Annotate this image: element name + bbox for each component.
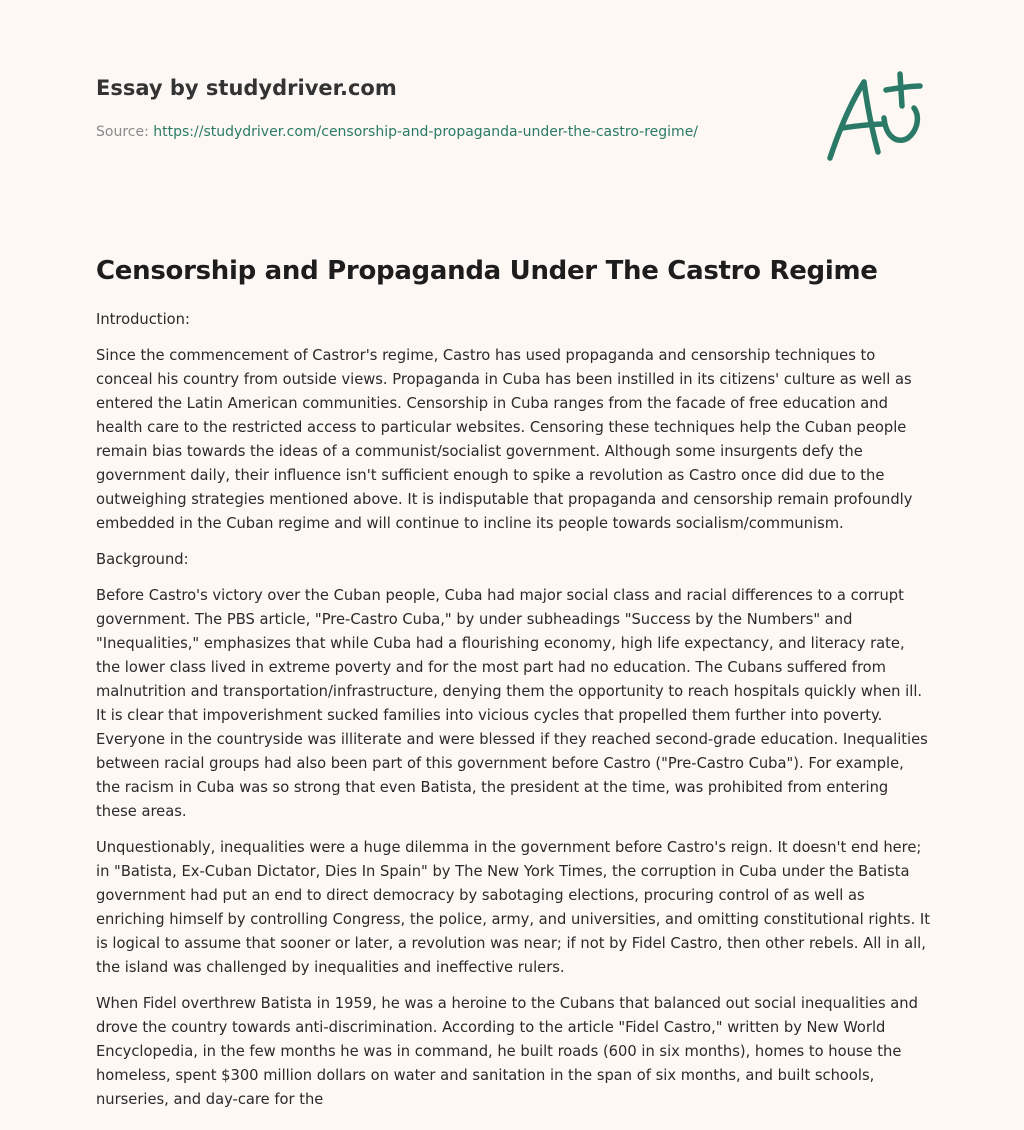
logo-a-crossbar <box>842 124 884 128</box>
essay-paragraph: Since the commencement of Castror's regime, Castro has used propaganda and censorship techniques to conceal his country from outside views. Propaganda in Cuba has been instilled in its citizens' culture as well as entered the Latin American communities. Censorship in Cuba ranges from the facade of free education and health care to the restricted access to particular websites. Censoring these techniques help the Cuban people remain bias towards the ideas of a communist/socialist government. Although some insurgents defy the government daily, their influence isn't sufficient enough to spike a revolution as Castro once did due to the outweighing strategies mentioned above. It is indisputable that propaganda and censorship remain profoundly embedded in the Cuban regime and will continue to incline its people towards socialism/communism. <box>96 347 913 532</box>
logo-a-right-stroke <box>864 82 878 152</box>
essay-paragraph: When Fidel overthrew Batista in 1959, he was a heroine to the Cubans that balanced out social inequalities and drove the country towards anti-discrimination. According to the article "Fidel Castro," written by New World Encyclopedia, in the few months he was in command, he built roads (600 in six months), homes to house the homeless, spent $300 million dollars on water and sanitation in the span of six months, and built schools, nurseries, and day-care for the <box>96 995 918 1108</box>
source-line <box>96 124 796 140</box>
essay-paragraph: Unquestionably, inequalities were a huge dilemma in the government before Castro's reign. It doesn't end here; in "Batista, Ex-Cuban Dictator, Dies In Spain" by The New York Times, the corruption in Cuba under the Batista government had put an end to direct democracy by sabotaging elections, procuring control of as well as enriching himself by controlling Congress, the police, army, and universities, and omitting constitutional rights. It is logical to assume that sooner or later, a revolution was near; if not by Fidel Castro, then other rebels. All in all, the island was challenged by inequalities and ineffective rulers. <box>96 839 931 976</box>
site-title: Essay by studydriver.com <box>96 76 397 100</box>
logo-swoosh <box>884 108 917 140</box>
essay-paragraph: Introduction: <box>96 311 190 328</box>
a-plus-logo-svg <box>822 68 926 164</box>
essay-body <box>96 256 930 1124</box>
essay-paragraph: Before Castro's victory over the Cuban people, Cuba had major social class and racial differences to a corrupt government. The PBS article, "Pre-Castro Cuba," by under subheadings "Success by the Numbers" and "Inequalities," emphasizes that while Cuba had a flourishing economy, high life expectancy, and literacy rate, the lower class lived in extreme poverty and for the most part had no education. The Cubans suffered from malnutrition and transportation/infrastructure, denying them the opportunity to reach hospitals quickly when ill. It is clear that impoverishment sucked families into vicious cycles that propelled them further into poverty. Everyone in the countryside was illiterate and were blessed if they reached second-grade education. Inequalities between racial groups had also been part of this government before Castro ("Pre-Castro Cuba"). For example, the racism in Cuba was so strong that even Batista, the president at the time, was prohibited from entering these areas. <box>96 587 928 820</box>
essay-paragraph: Background: <box>96 551 189 568</box>
essay-title: Censorship and Propaganda Under The Castro Regime <box>96 256 878 286</box>
logo-a-left-stroke <box>830 82 864 158</box>
source-link[interactable]: https://studydriver.com/censorship-and-propaganda-under-the-castro-regime/ <box>153 124 699 140</box>
a-plus-logo-icon <box>822 68 926 164</box>
logo-plus-horizontal <box>886 86 920 90</box>
source-label: Source: <box>96 124 149 140</box>
essay-header <box>96 76 796 140</box>
